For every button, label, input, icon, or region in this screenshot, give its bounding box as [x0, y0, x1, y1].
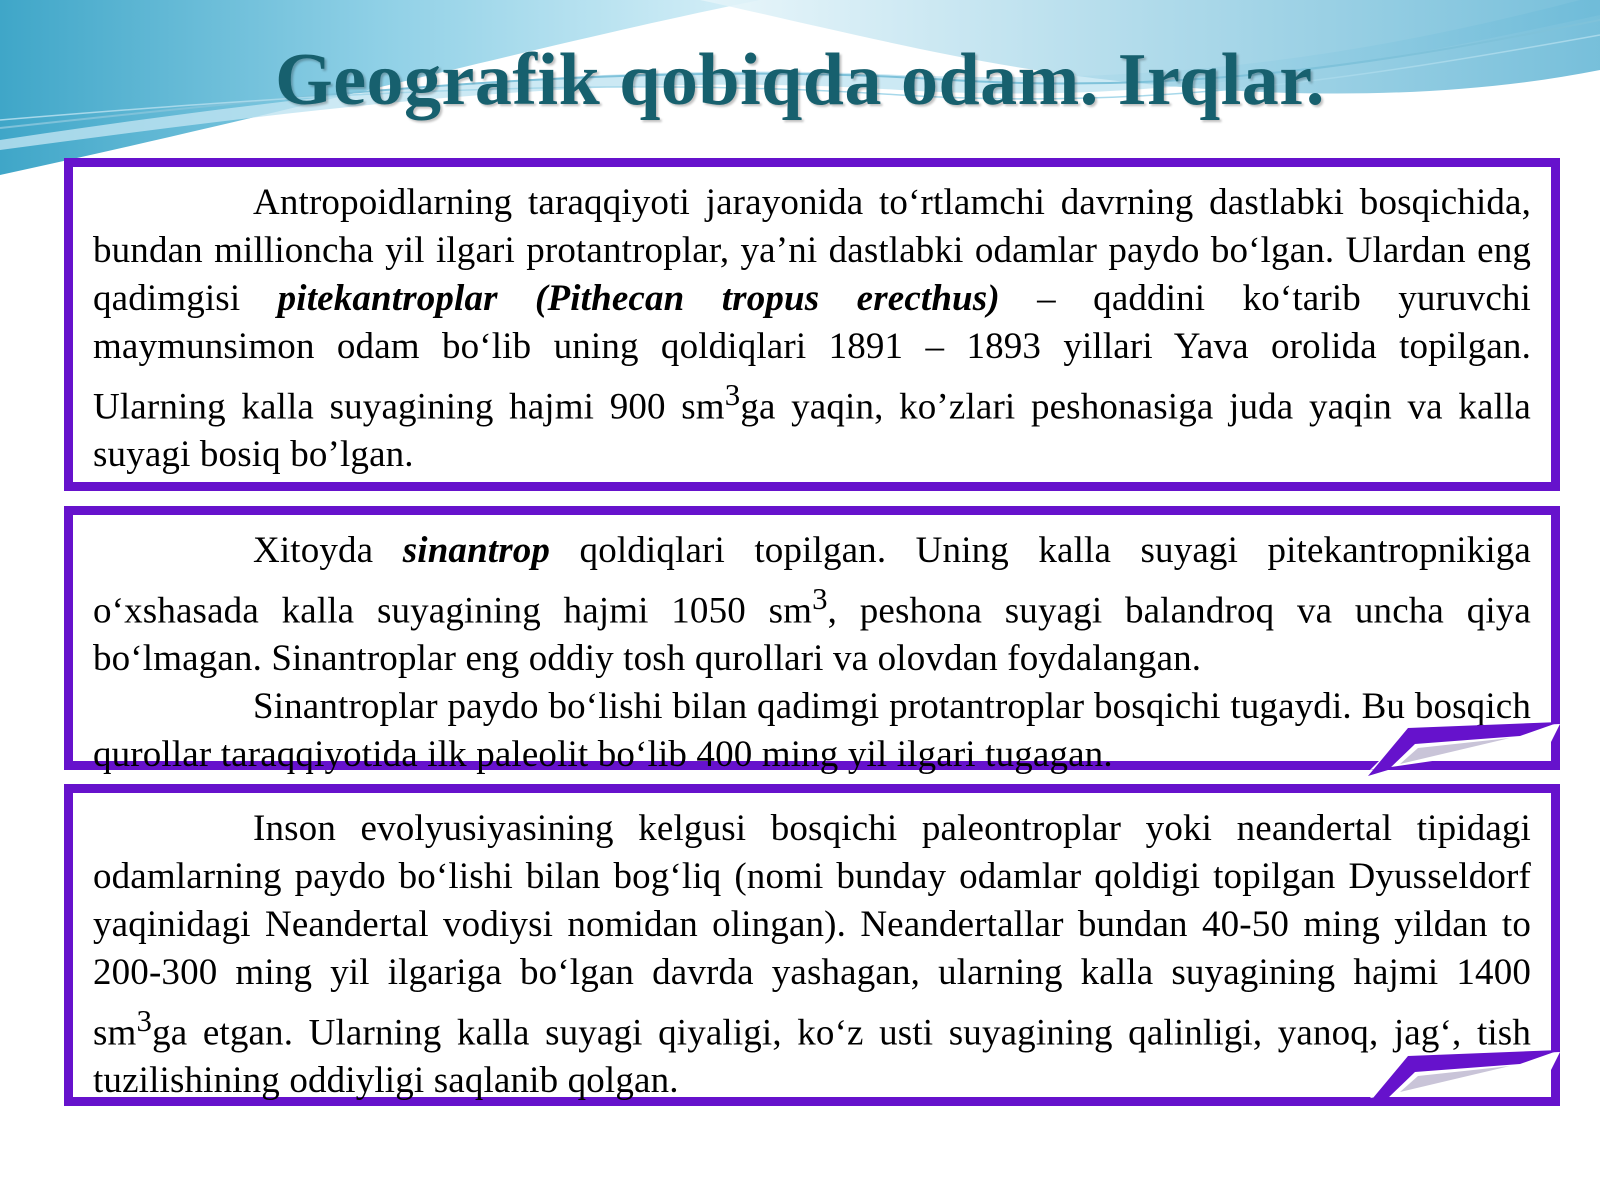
page-curl-decoration — [1360, 1050, 1570, 1108]
superscript: 3 — [136, 1004, 153, 1038]
text-box-2 — [64, 506, 1560, 776]
page-title: Geografik qobiqda odam. Irqlar. — [275, 39, 1325, 121]
text-segment: – qaddini ko‘tarib yuruvchi maymunsimon odam bo‘lib uning qoldiqlari 1891 – 1893 yillari Yava orolida topilgan. Ularning kalla suyagining hajmi 900 sm — [93, 278, 1531, 428]
highlight-term: sinantrop — [402, 530, 551, 571]
paragraph-neanderthal — [93, 805, 1531, 1105]
text-segment: Antropoidlarning taraqqiyoti jarayonida to‘rtlamchi davrning dastlabki bosqichida, bundan millioncha yil ilgari protantroplar, ya’ni dastlabki odamlar paydo bo‘lgan. Ulardan eng qadimgisi — [93, 182, 1531, 319]
text-segment: Xitoyda — [253, 530, 403, 571]
text-box-1 — [64, 158, 1560, 491]
text-segment: , peshona suyagi balandroq va uncha qiya bo‘lmagan. Sinantroplar eng oddiy tosh qurollari va olovdan foydalangan. — [93, 590, 1531, 680]
paragraph-sinanthropus — [93, 527, 1531, 683]
page-curl-decoration — [1360, 722, 1570, 780]
superscript: 3 — [812, 582, 828, 616]
text-segment: ga yaqin, ko’zlari peshonasiga juda yaqin va kalla suyagi bosiq bo’lgan. — [93, 386, 1531, 476]
text-segment: ga etgan. Ularning kalla suyagi qiyaligi, ko‘z usti suyagining qalinligi, yanoq, jag‘, tish tuzilishining oddiyligi saqlanib qolgan. — [93, 1012, 1531, 1102]
paragraph-pithecanthropus — [93, 179, 1531, 479]
superscript: 3 — [724, 378, 741, 412]
text-segment: Inson evolyusiyasining kelgusi bosqichi paleontroplar yoki neandertal tipidagi odamlarning paydo bo‘lishi bilan bog‘liq (nomi bunday odamlar qoldigi topilgan Dyusseldorf yaqinidagi Neandertal vodiysi nomidan olingan). Neandertallar bundan 40-50 ming yildan to 200-300 ming yil ilgariga bo‘lgan davrda yashagan, ularning kalla suyagining hajmi 1400 sm — [93, 808, 1531, 1054]
text-box-3 — [64, 784, 1560, 1106]
paragraph-protanthropus-end: Sinantroplar paydo bo‘lishi bilan qadimgi protantroplar bosqichi tugaydi. Bu bosqich qurollar taraqqiyotida ilk paleolit bo‘lib 400 ming yil ilgari tugagan. — [93, 686, 1531, 776]
highlight-term: pitekantroplar (Pithecan tropus erecthus) — [277, 278, 1000, 319]
text-segment: qoldiqlari topilgan. Uning kalla suyagi pitekantropnikiga o‘xshasada kalla suyagining hajmi 1050 sm — [93, 530, 1531, 632]
